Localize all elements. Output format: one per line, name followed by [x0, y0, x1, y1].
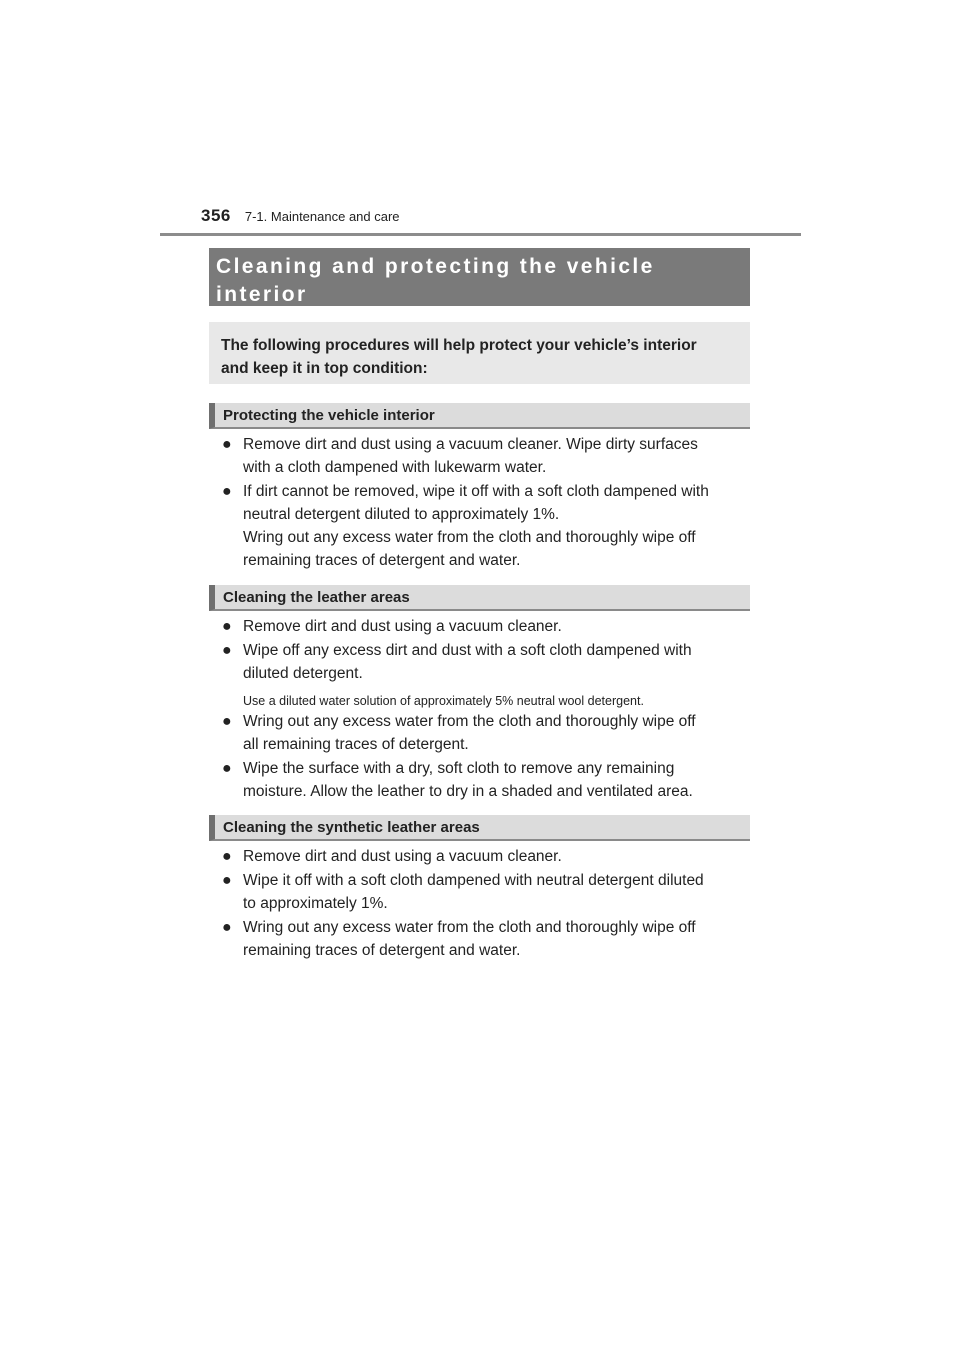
- item-line: to approximately 1%.: [243, 895, 388, 912]
- list-item: [222, 433, 746, 479]
- note-text: Use a diluted water solution of approximately 5% neutral wool detergent.: [243, 694, 644, 708]
- page-number: 356: [201, 206, 231, 225]
- item-line: If dirt cannot be removed, wipe it off with a soft cloth dampened with: [243, 483, 709, 500]
- item-line: diluted detergent.: [243, 665, 363, 682]
- item-line: Wipe off any excess dirt and dust with a soft cloth dampened with: [243, 642, 692, 659]
- bullet-list-protecting-interior: [222, 433, 746, 573]
- item-line: Wipe the surface with a dry, soft cloth to remove any remaining: [243, 760, 675, 777]
- item-line: moisture. Allow the leather to dry in a shaded and ventilated area.: [243, 783, 693, 800]
- page-header: [201, 206, 400, 226]
- bullet-icon: ●: [222, 713, 232, 730]
- intro-line: The following procedures will help protect your vehicle’s interior: [221, 337, 697, 354]
- list-item: [222, 710, 746, 756]
- item-line: Remove dirt and dust using a vacuum cleaner. Wipe dirty surfaces: [243, 436, 698, 453]
- list-item: [222, 615, 746, 638]
- bullet-list-synthetic-leather: [222, 845, 746, 963]
- item-line: Wring out any excess water from the cloth and thoroughly wipe off: [243, 529, 696, 546]
- bullet-icon: ●: [222, 483, 232, 500]
- bullet-icon: ●: [222, 642, 232, 659]
- bullet-list-leather-areas: [222, 615, 746, 804]
- section-heading-synthetic-leather: Cleaning the synthetic leather areas: [209, 815, 750, 841]
- bullet-icon: ●: [222, 872, 232, 889]
- item-line: with a cloth dampened with lukewarm water.: [243, 459, 547, 476]
- list-item: [222, 869, 746, 915]
- list-item: [222, 916, 746, 962]
- list-item: [222, 639, 746, 685]
- section-breadcrumb: 7-1. Maintenance and care: [244, 209, 400, 224]
- title-line: interior: [216, 283, 308, 306]
- bullet-icon: ●: [222, 618, 232, 635]
- item-line: Remove dirt and dust using a vacuum cleaner.: [243, 618, 562, 635]
- section-heading-leather-areas: Cleaning the leather areas: [209, 585, 750, 611]
- bullet-icon: ●: [222, 760, 232, 777]
- title-line: Cleaning and protecting the vehicle: [216, 255, 655, 278]
- list-item: [222, 845, 746, 868]
- bullet-icon: ●: [222, 436, 232, 453]
- list-item: [222, 480, 746, 572]
- item-line: remaining traces of detergent and water.: [243, 552, 521, 569]
- bullet-icon: ●: [222, 848, 232, 865]
- section-heading-protecting-interior: Protecting the vehicle interior: [209, 403, 750, 429]
- item-line: Wring out any excess water from the cloth and thoroughly wipe off: [243, 919, 696, 936]
- intro-box: [209, 322, 750, 384]
- header-divider: [160, 233, 801, 236]
- bullet-icon: ●: [222, 919, 232, 936]
- item-line: all remaining traces of detergent.: [243, 736, 469, 753]
- page-title: [209, 248, 750, 306]
- item-line: Remove dirt and dust using a vacuum cleaner.: [243, 848, 562, 865]
- item-line: neutral detergent diluted to approximately 1%.: [243, 506, 560, 523]
- intro-line: and keep it in top condition:: [221, 360, 428, 377]
- item-line: Wipe it off with a soft cloth dampened with neutral detergent diluted: [243, 872, 704, 889]
- list-item: [222, 757, 746, 803]
- item-line: remaining traces of detergent and water.: [243, 942, 521, 959]
- item-line: Wring out any excess water from the cloth and thoroughly wipe off: [243, 713, 696, 730]
